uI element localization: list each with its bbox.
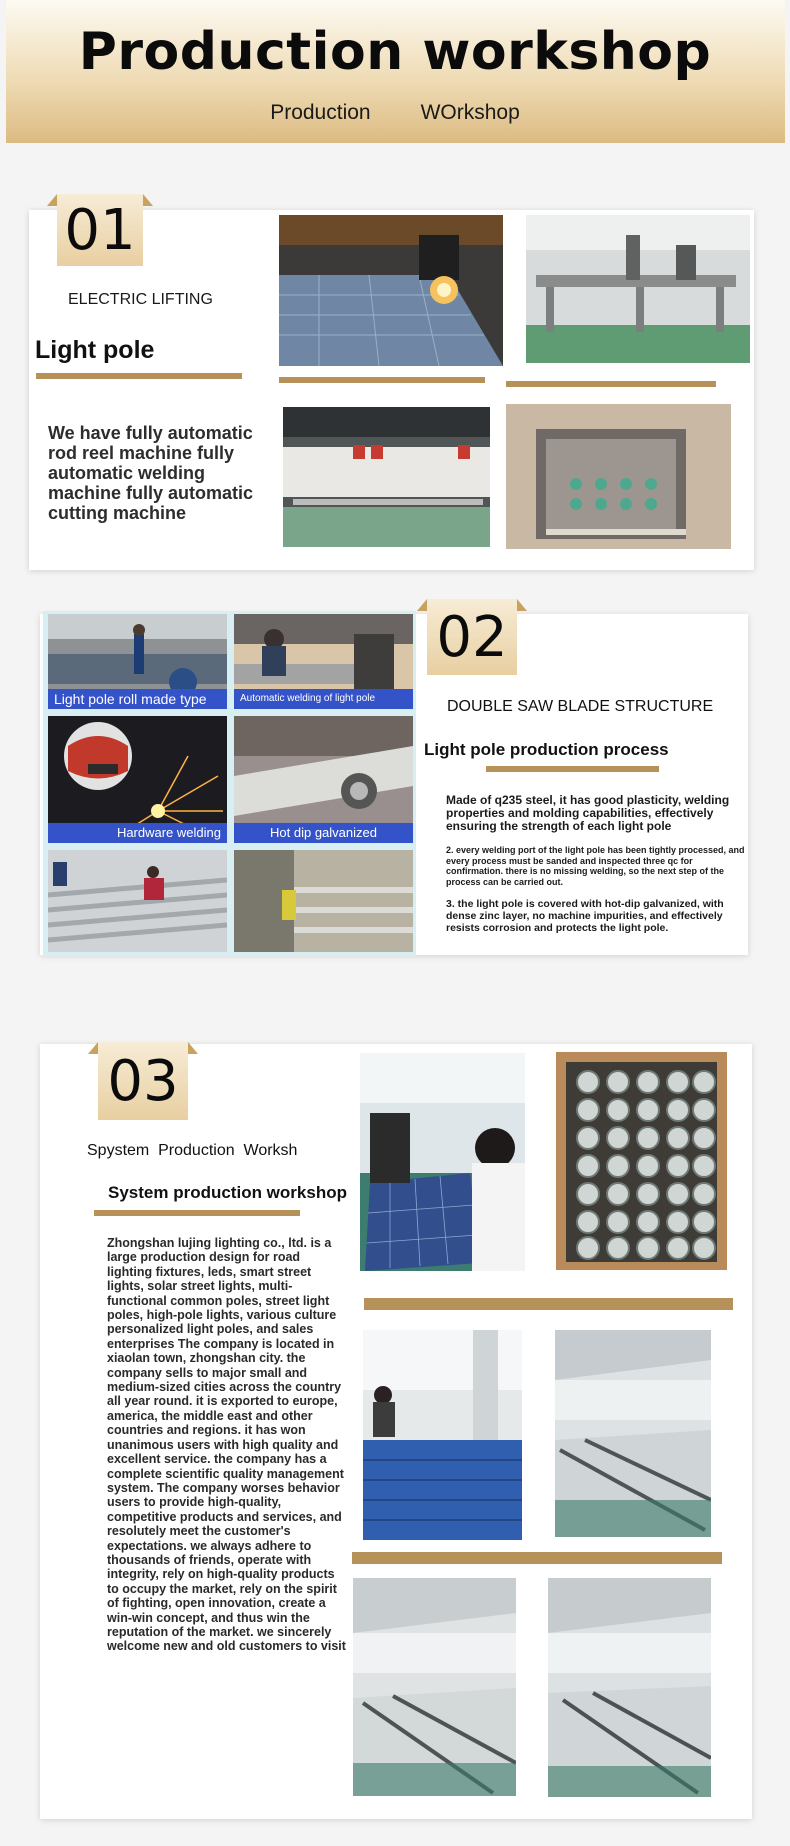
- section-01-number: 01: [57, 194, 143, 266]
- lamp-box-photo: [556, 1052, 727, 1270]
- galvanizing-line-photo: [234, 850, 413, 952]
- section-03-heading: System production workshop: [108, 1183, 347, 1202]
- caption-roll-made: Light pole roll made type: [48, 689, 227, 709]
- badge-tab: [88, 1042, 98, 1054]
- subtitle-workshop: WOrkshop: [420, 101, 520, 124]
- battery-assembly-photo: [363, 1330, 522, 1540]
- divider-bar: [506, 381, 716, 387]
- section-01-subtitle: ELECTRIC LIFTING: [68, 291, 213, 308]
- section-02-para-2: 2. every welding port of the light pole has been tightly processed, and every process must be sanded and inspected three qc for confirmation. there is no missing welding, so the next step of the process can be carried out.: [446, 845, 745, 887]
- section-02-para-1: Made of q235 steel, it has good plasticity, welding properties and molding capabilities, effectively ensuring the strength of each light pole: [446, 793, 730, 833]
- section-03-body: Zhongshan lujing lighting co., ltd. is a large production design for road lighting fixtures, leds, smart street lights, solar street lights, multi-functional common poles, street light poles, high-pole lights, various culture personalized light poles, and sales enterprises The company is located in xiaolan town, zhongshan city. the company sells to major small and medium-sized cities across the country all year round. it is exported to europe, america, the middle east and other countries and regions. it has won unanimous users with high quality and excellent service. the company has a complete scientific quality management system. The company worses behavior users to provide high-quality, competitive products and services, and resolutely meet the customer's expectations. we always adhere to thousands of friends, operate with integrity, rely on high-quality products to occupy the market, rely on the spirit of fighting, open innovation, create a win-win concept, and thus win the reputation of the market. we sincerely welcome new and old customers to visit: [107, 1236, 346, 1654]
- divider-bar: [279, 377, 485, 383]
- welding-machine-photo: [283, 407, 490, 547]
- hot-dip-photo: [234, 716, 413, 843]
- badge-tab: [188, 1042, 198, 1054]
- badge-tab: [517, 599, 527, 611]
- caption-auto-welding: Automatic welding of light pole: [234, 689, 413, 709]
- factory-machine-photo: [526, 215, 750, 363]
- divider-bar: [364, 1298, 733, 1310]
- badge-tab: [143, 194, 153, 206]
- divider-bar: [36, 373, 242, 379]
- divider-bar: [486, 766, 659, 772]
- assembly-line-photo-2: [353, 1578, 516, 1796]
- section-02-heading: Light pole production process: [424, 740, 669, 759]
- section-03-subtitle: Spystem Production Worksh: [87, 1142, 298, 1159]
- section-01-heading: Light pole: [35, 336, 155, 364]
- caption-hot-dip: Hot dip galvanized: [234, 823, 413, 843]
- page-title: Production workshop: [78, 22, 712, 82]
- divider-bar: [352, 1552, 722, 1564]
- pole-inspection-photo: [48, 850, 227, 952]
- section-01-description: We have fully automatic rod reel machine fully automatic welding machine fully automatic cutting machine: [48, 423, 254, 523]
- section-02-number: 02: [427, 599, 517, 675]
- page-subtitle: [0, 101, 790, 125]
- roll-machine-photo: [48, 614, 227, 709]
- auto-welding-photo: [234, 614, 413, 709]
- assembly-line-photo-3: [548, 1578, 711, 1797]
- section-02-para-3: 3. the light pole is covered with hot-dip galvanized, with dense zinc layer, no machine impurities, and effectively resists corrosion and protects the light pole.: [446, 898, 724, 934]
- laser-cutting-photo: [279, 215, 503, 366]
- caption-hardware-welding: Hardware welding: [48, 823, 227, 843]
- assembly-line-photo-1: [555, 1330, 711, 1537]
- badge-tab: [417, 599, 427, 611]
- badge-tab: [47, 194, 57, 206]
- section-03-number: 03: [98, 1042, 188, 1120]
- divider-bar: [94, 1210, 300, 1216]
- section-02-subtitle: DOUBLE SAW BLADE STRUCTURE: [447, 698, 714, 715]
- galvanizing-oven-photo: [506, 404, 731, 549]
- subtitle-production: Production: [270, 101, 371, 124]
- solar-assembly-photo: [360, 1053, 525, 1271]
- hardware-welding-photo: [48, 716, 227, 843]
